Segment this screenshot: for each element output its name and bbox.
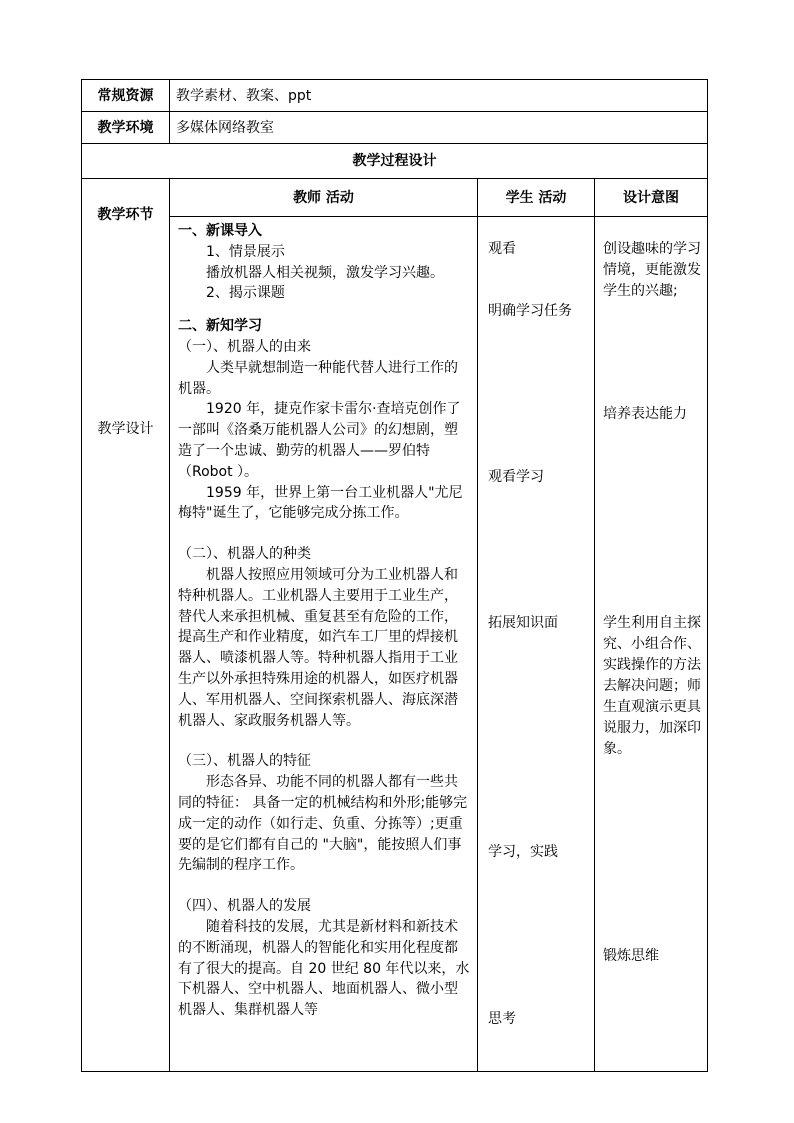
student-activity-cell [478,217,595,1072]
intent-header: 设计意图 [595,179,708,217]
section-title: 一、新课导入 [178,223,262,240]
resources-row [82,80,708,112]
environment-row [82,112,708,144]
paragraph: 人类早就想制造一种能代替人进行工作的机器。 [178,359,458,397]
subheading: （二）、机器人的种类 [178,546,311,563]
stage-column [82,179,170,1072]
content-row [82,217,708,1072]
student-header: 学生 活动 [478,179,595,217]
environment-label: 教学环境 [82,112,170,144]
stage-header: 教学环节 [97,207,154,223]
paragraph: 1920 年，捷克作家卡雷尔·查培克创作了一部叫《洛桑万能机器人公司》的幻想剧，塑造了一个忠诚、勤劳的机器人——罗伯特（Robot ）。 [178,401,461,480]
student-item: 拓展知识面 [488,615,558,632]
lesson-plan-table [81,79,708,1072]
teacher-activity-cell [170,217,478,1072]
student-item: 学习，实践 [488,844,558,861]
intent-item: 学生利用自主探究、小组合作、实践操作的方法去解决问题；师生直观演示更具说服力，加深印象。 [603,615,701,758]
student-item: 观看 [488,241,516,258]
intent-item: 培养表达能力 [603,406,687,423]
environment-value: 多媒体网络教室 [170,112,708,144]
subheading: 2、揭示课题 [206,285,285,302]
student-item: 明确学习任务 [488,303,572,320]
resources-value: 教学素材、教案、ppt [170,80,708,112]
subheading: （一）、机器人的由来 [178,339,311,356]
student-item: 观看学习 [488,469,544,486]
resources-label: 常规资源 [82,80,170,112]
section-title: 二、新知学习 [178,318,262,335]
paragraph: 机器人按照应用领域可分为工业机器人和特种机器人。工业机器人主要用于工业生产，替代人来承担机械、重复甚至有危险的工作，提高生产和作业精度，如汽车工厂里的焊接机器人、喷漆机器人等。特种机器人指用于工业生产以外承担特殊用途的机器人，如医疗机器人、军用机器人、空间探索机器人、海底深潜机器人、家政服务机器人等。 [178,567,458,729]
subheading: （四）、机器人的发展 [178,898,311,915]
subheading: （三）、机器人的特征 [178,753,311,770]
intent-item: 锻炼思维 [603,948,659,965]
stage-label: 教学设计 [97,421,154,437]
paragraph: 1959 年，世界上第一台工业机器人"尤尼梅特"诞生了，它能够完成分拣工作。 [178,484,463,522]
teacher-header: 教师 活动 [170,179,478,217]
subheading: 1、情景展示 [206,243,285,260]
paragraph: 随着科技的发展，尤其是新材料和新技术的不断涌现，机器人的智能化和实用化程度都有了很大的提高。自 20 世纪 80 年代以来，水下机器人、空中机器人、地面机器人、微小型机器人、集群机器人等 [178,918,470,1019]
paragraph: 播放机器人相关视频，激发学习兴趣。 [206,264,444,281]
paragraph: 形态各异、功能不同的机器人都有一些共同的特征： 具备一定的机械结构和外形;能够完成一定的动作（如行走、负重、分拣等）;更重要的是它们都有自己的 "大脑"，能按照人们事先编制的程序工作。 [178,774,468,874]
intent-item: 创设趣味的学习情境，更能激发学生的兴趣; [603,241,701,300]
process-title: 教学过程设计 [82,144,708,179]
column-header-row [82,179,708,217]
student-item: 思考 [488,1011,516,1028]
process-title-row [82,144,708,179]
design-intent-cell [595,217,708,1072]
